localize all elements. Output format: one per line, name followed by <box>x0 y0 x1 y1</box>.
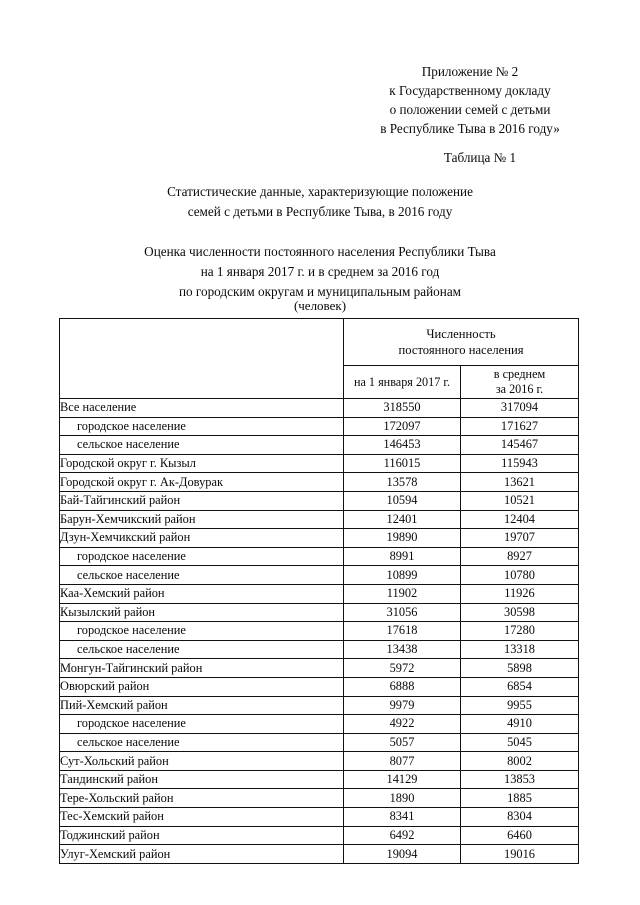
title-primary-line-2: семей с детьми в Республике Тыва, в 2016 году <box>187 204 453 219</box>
statistics-table-wrapper <box>59 318 578 864</box>
appendix-line-2: к Государственному докладу <box>389 83 551 98</box>
row-value-average-2016: 11926 <box>461 584 579 603</box>
row-label: Все население <box>60 399 344 418</box>
row-value-jan-2017: 172097 <box>344 417 461 436</box>
row-label: городское население <box>60 622 344 641</box>
row-label: Тоджинский район <box>60 826 344 845</box>
row-value-average-2016: 145467 <box>461 436 579 455</box>
table-row <box>60 752 579 771</box>
row-label: Пий-Хемский район <box>60 696 344 715</box>
row-label: Кызылский район <box>60 603 344 622</box>
row-value-average-2016: 13621 <box>461 473 579 492</box>
row-value-average-2016: 13318 <box>461 640 579 659</box>
row-value-jan-2017: 6888 <box>344 677 461 696</box>
row-value-jan-2017: 13438 <box>344 640 461 659</box>
table-row <box>60 733 579 752</box>
row-value-jan-2017: 12401 <box>344 510 461 529</box>
row-value-average-2016: 30598 <box>461 603 579 622</box>
table-row <box>60 659 579 678</box>
table-row <box>60 770 579 789</box>
table-row <box>60 417 579 436</box>
table-body <box>60 399 579 864</box>
header-group-line-2: постоянного населения <box>398 343 524 357</box>
row-label: Улуг-Хемский район <box>60 845 344 864</box>
row-label: Бай-Тайгинский район <box>60 491 344 510</box>
table-row <box>60 826 579 845</box>
row-value-jan-2017: 19094 <box>344 845 461 864</box>
table-row <box>60 436 579 455</box>
header-group-line-1: Численность <box>426 327 496 341</box>
row-label: сельское население <box>60 733 344 752</box>
row-label: городское население <box>60 547 344 566</box>
row-value-jan-2017: 13578 <box>344 473 461 492</box>
header-avg-line-1: в среднем <box>493 367 546 381</box>
table-row <box>60 491 579 510</box>
row-value-average-2016: 10521 <box>461 491 579 510</box>
row-label: Барун-Хемчикский район <box>60 510 344 529</box>
row-value-jan-2017: 8077 <box>344 752 461 771</box>
table-row <box>60 399 579 418</box>
row-value-jan-2017: 10594 <box>344 491 461 510</box>
row-value-average-2016: 13853 <box>461 770 579 789</box>
row-value-average-2016: 8304 <box>461 808 579 827</box>
population-statistics-table <box>59 318 579 864</box>
row-label: Овюрский район <box>60 677 344 696</box>
table-row <box>60 529 579 548</box>
appendix-line-3: о положении семей с детьми <box>389 102 551 117</box>
table-row <box>60 677 579 696</box>
title-primary-line-1: Статистические данные, характеризующие положение <box>167 184 473 199</box>
document-title-primary <box>0 182 640 222</box>
table-head <box>60 319 579 399</box>
row-label: Тес-Хемский район <box>60 808 344 827</box>
row-value-average-2016: 9955 <box>461 696 579 715</box>
row-value-jan-2017: 17618 <box>344 622 461 641</box>
row-label: Тандинский район <box>60 770 344 789</box>
row-value-jan-2017: 8341 <box>344 808 461 827</box>
row-value-jan-2017: 1890 <box>344 789 461 808</box>
row-value-jan-2017: 116015 <box>344 454 461 473</box>
table-row <box>60 696 579 715</box>
row-value-jan-2017: 14129 <box>344 770 461 789</box>
row-value-average-2016: 8927 <box>461 547 579 566</box>
row-label: Городской округ г. Кызыл <box>60 454 344 473</box>
row-label: Тере-Хольский район <box>60 789 344 808</box>
document-title-secondary <box>0 242 640 302</box>
header-col-average-2016 <box>461 366 579 399</box>
row-value-average-2016: 1885 <box>461 789 579 808</box>
header-avg-line-2: за 2016 г. <box>495 382 544 396</box>
row-value-average-2016: 19707 <box>461 529 579 548</box>
row-label: городское население <box>60 417 344 436</box>
title-secondary-line-1: Оценка численности постоянного населения Республики Тыва <box>144 244 496 259</box>
row-label: сельское население <box>60 640 344 659</box>
table-row <box>60 566 579 585</box>
measurement-unit-label: (человек) <box>293 298 347 313</box>
table-row <box>60 622 579 641</box>
row-label: сельское население <box>60 436 344 455</box>
row-value-average-2016: 6854 <box>461 677 579 696</box>
row-label: Городской округ г. Ак-Довурак <box>60 473 344 492</box>
appendix-line-4: в Республике Тыва в 2016 году» <box>380 121 560 136</box>
table-row <box>60 454 579 473</box>
table-row <box>60 473 579 492</box>
row-value-jan-2017: 10899 <box>344 566 461 585</box>
row-value-average-2016: 5898 <box>461 659 579 678</box>
table-row <box>60 584 579 603</box>
header-col-jan-2017: на 1 января 2017 г. <box>344 366 461 399</box>
row-value-average-2016: 115943 <box>461 454 579 473</box>
table-row <box>60 808 579 827</box>
appendix-line-1: Приложение № 2 <box>421 64 519 79</box>
row-value-jan-2017: 9979 <box>344 696 461 715</box>
row-value-jan-2017: 31056 <box>344 603 461 622</box>
row-value-average-2016: 5045 <box>461 733 579 752</box>
row-value-jan-2017: 146453 <box>344 436 461 455</box>
row-value-jan-2017: 5057 <box>344 733 461 752</box>
row-value-average-2016: 4910 <box>461 715 579 734</box>
row-value-jan-2017: 8991 <box>344 547 461 566</box>
appendix-reference-block <box>340 62 600 138</box>
table-row <box>60 640 579 659</box>
row-value-jan-2017: 6492 <box>344 826 461 845</box>
row-label: Сут-Хольский район <box>60 752 344 771</box>
row-label: городское население <box>60 715 344 734</box>
table-number-label: Таблица № 1 <box>443 150 517 165</box>
row-label: Монгун-Тайгинский район <box>60 659 344 678</box>
table-row <box>60 845 579 864</box>
table-row <box>60 715 579 734</box>
row-label: Каа-Хемский район <box>60 584 344 603</box>
row-label: сельское население <box>60 566 344 585</box>
table-row <box>60 789 579 808</box>
table-row <box>60 547 579 566</box>
row-value-average-2016: 19016 <box>461 845 579 864</box>
row-value-jan-2017: 5972 <box>344 659 461 678</box>
row-value-average-2016: 317094 <box>461 399 579 418</box>
table-row <box>60 510 579 529</box>
row-value-average-2016: 10780 <box>461 566 579 585</box>
row-value-average-2016: 8002 <box>461 752 579 771</box>
header-name-column <box>60 319 344 399</box>
title-secondary-line-3: по городским округам и муниципальным районам <box>178 284 462 299</box>
header-population-group <box>344 319 579 366</box>
row-value-average-2016: 6460 <box>461 826 579 845</box>
row-value-average-2016: 17280 <box>461 622 579 641</box>
row-value-average-2016: 12404 <box>461 510 579 529</box>
title-secondary-line-2: на 1 января 2017 г. и в среднем за 2016 год <box>200 264 440 279</box>
row-label: Дзун-Хемчикский район <box>60 529 344 548</box>
row-value-jan-2017: 318550 <box>344 399 461 418</box>
row-value-jan-2017: 4922 <box>344 715 461 734</box>
row-value-jan-2017: 19890 <box>344 529 461 548</box>
table-header-row-group <box>60 319 579 366</box>
row-value-average-2016: 171627 <box>461 417 579 436</box>
table-row <box>60 603 579 622</box>
row-value-jan-2017: 11902 <box>344 584 461 603</box>
